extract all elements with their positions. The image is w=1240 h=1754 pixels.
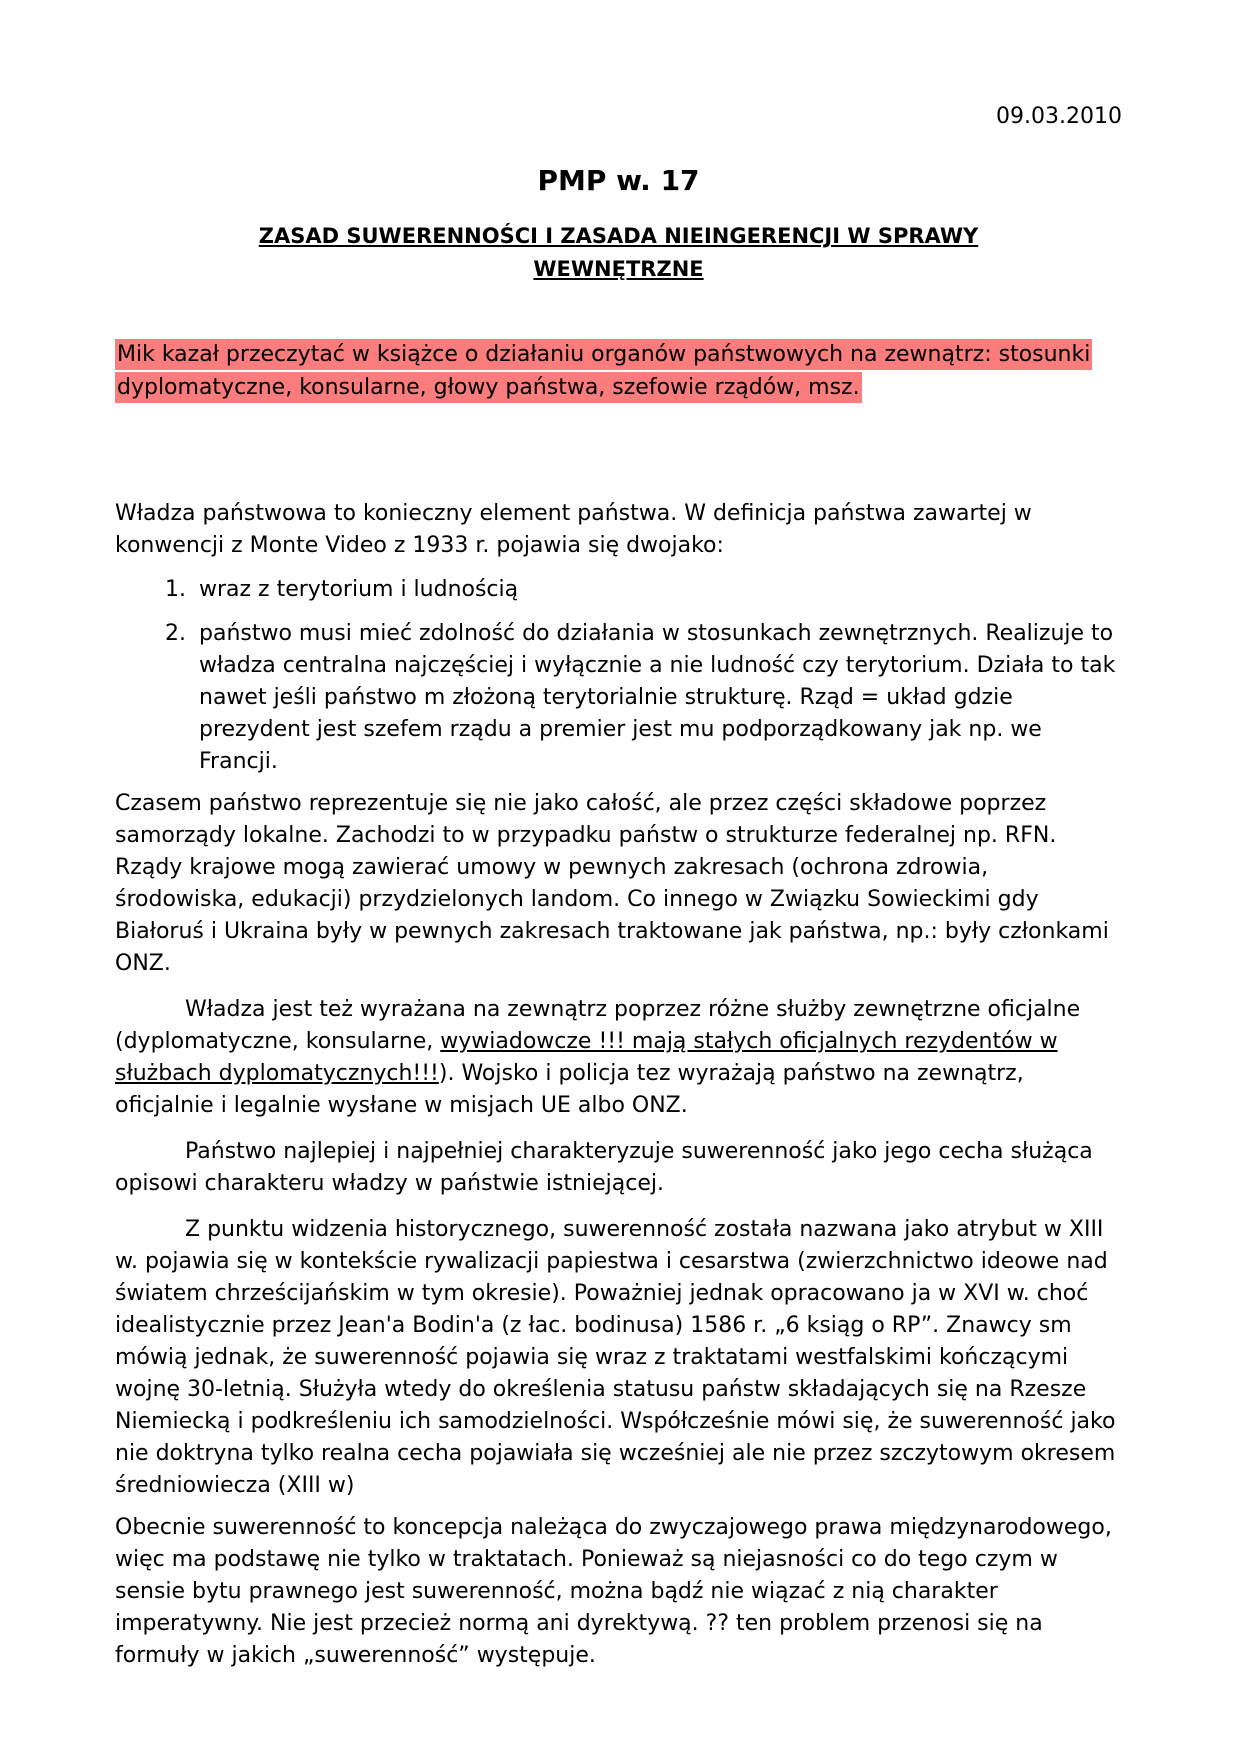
paragraph-wladza-post: ). Wojsko i policja tez wyrażają państwo na zewnątrz, oficjalnie i legalnie wysłane w misjach UE albo ONZ. (115, 1061, 1024, 1118)
paragraph-wladza (115, 994, 1122, 1122)
page-title: PMP w. 17 (537, 164, 700, 197)
highlighted-note-paragraph (115, 338, 1122, 404)
definition-list (115, 574, 1122, 778)
paragraph-panstwo: Państwo najlepiej i najpełniej charakteryzuje suwerenność jako jego cecha służąca opisowi charakteru władzy w państwie istniejącej. (115, 1139, 1093, 1196)
paragraph-obecnie: Obecnie suwerenność to koncepcja należąca do zwyczajowego prawa międzynarodowego, więc ma podstawę nie tylko w traktatach. Ponieważ są niejasności co do tego czym w sensie bytu prawnego jest suwerenność, można bądź nie wiązać z nią charakter imperatywny. Nie jest przecież normą ani dyrektywą. ?? ten problem przenosi się na formuły w jakich „suwerenność” występuje. (115, 1515, 1112, 1668)
paragraph-wladza-underlined: wywiadowcze !!! mają stałych oficjalnych rezydentów w służbach dyplomatycznych!!! (115, 1029, 1058, 1086)
highlighted-note: Mik kazał przeczytać w książce o działaniu organów państwowych na zewnątrz: stosunki dyplomatyczne, konsularne, głowy państwa, szefowie rządów, msz. (115, 339, 1092, 403)
paragraph-intro: Władza państwowa to konieczny element państwa. W definicja państwa zawartej w konwencji z Monte Video z 1933 r. pojawia się dwojako: (115, 501, 1032, 558)
paragraph-wladza-pre: Władza jest też wyrażana na zewnątrz poprzez różne służby zewnętrzne oficjalne (dyplomatyczne, konsularne, (115, 997, 1081, 1054)
list-item-text: wraz z terytorium i ludnością (199, 577, 519, 602)
list-item-text: państwo musi mieć zdolność do działania w stosunkach zewnętrznych. Realizuje to władza centralna najczęściej i wyłącznie a nie ludność czy terytorium. Działa to tak nawet jeśli państwo m złożoną terytorialnie strukturę. Rząd = układ gdzie prezydent jest szefem rządu a premier jest mu podporządkowany jak np. we Francji. (199, 621, 1116, 774)
document-heading: ZASAD SUWERENNOŚCI I ZASADA NIEINGERENCJI W SPRAWY WEWNĘTRZNE (258, 224, 979, 281)
paragraph-historia: Z punktu widzenia historycznego, suwerenność została nazwana jako atrybut w XIII w. pojawia się w kontekście rywalizacji papiestwa i cesarstwa (zwierzchnictwo ideowe nad światem chrześcijańskim w tym okresie). Poważniej jednak opracowano ja w XVI w. choć idealistycznie przez Jean'a Bodin'a (z łac. bodinusa) 1586 r. „6 ksiąg o RP”. Znawcy sm mówią jednak, że suwerenność pojawia się wraz z traktatami westfalskimi kończącymi wojnę 30-letnią. Służyła wtedy do określenia statusu państw składających się na Rzesze Niemiecką i podkreśleniu ich samodzielności. Współcześnie mówi się, że suwerenność jako nie doktryna tylko realna cecha pojawiała się wcześniej ale nie przez szczytowym okresem średniowiecza (XIII w) (115, 1217, 1116, 1498)
list-item (193, 574, 1122, 606)
paragraph-czasem: Czasem państwo reprezentuje się nie jako całość, ale przez części składowe poprzez samorządy lokalne. Zachodzi to w przypadku państw o strukturze federalnej np. RFN. Rządy krajowe mogą zawierać umowy w pewnych zakresach (ochrona zdrowia, środowiska, edukacji) przydzielonych landom. Co innego w Związku Sowieckimi gdy Białoruś i Ukraina były w pewnych zakresach traktowane jak państwa, np.: były członkami ONZ. (115, 791, 1109, 976)
document-date: 09.03.2010 (996, 104, 1122, 129)
list-item (193, 618, 1122, 778)
